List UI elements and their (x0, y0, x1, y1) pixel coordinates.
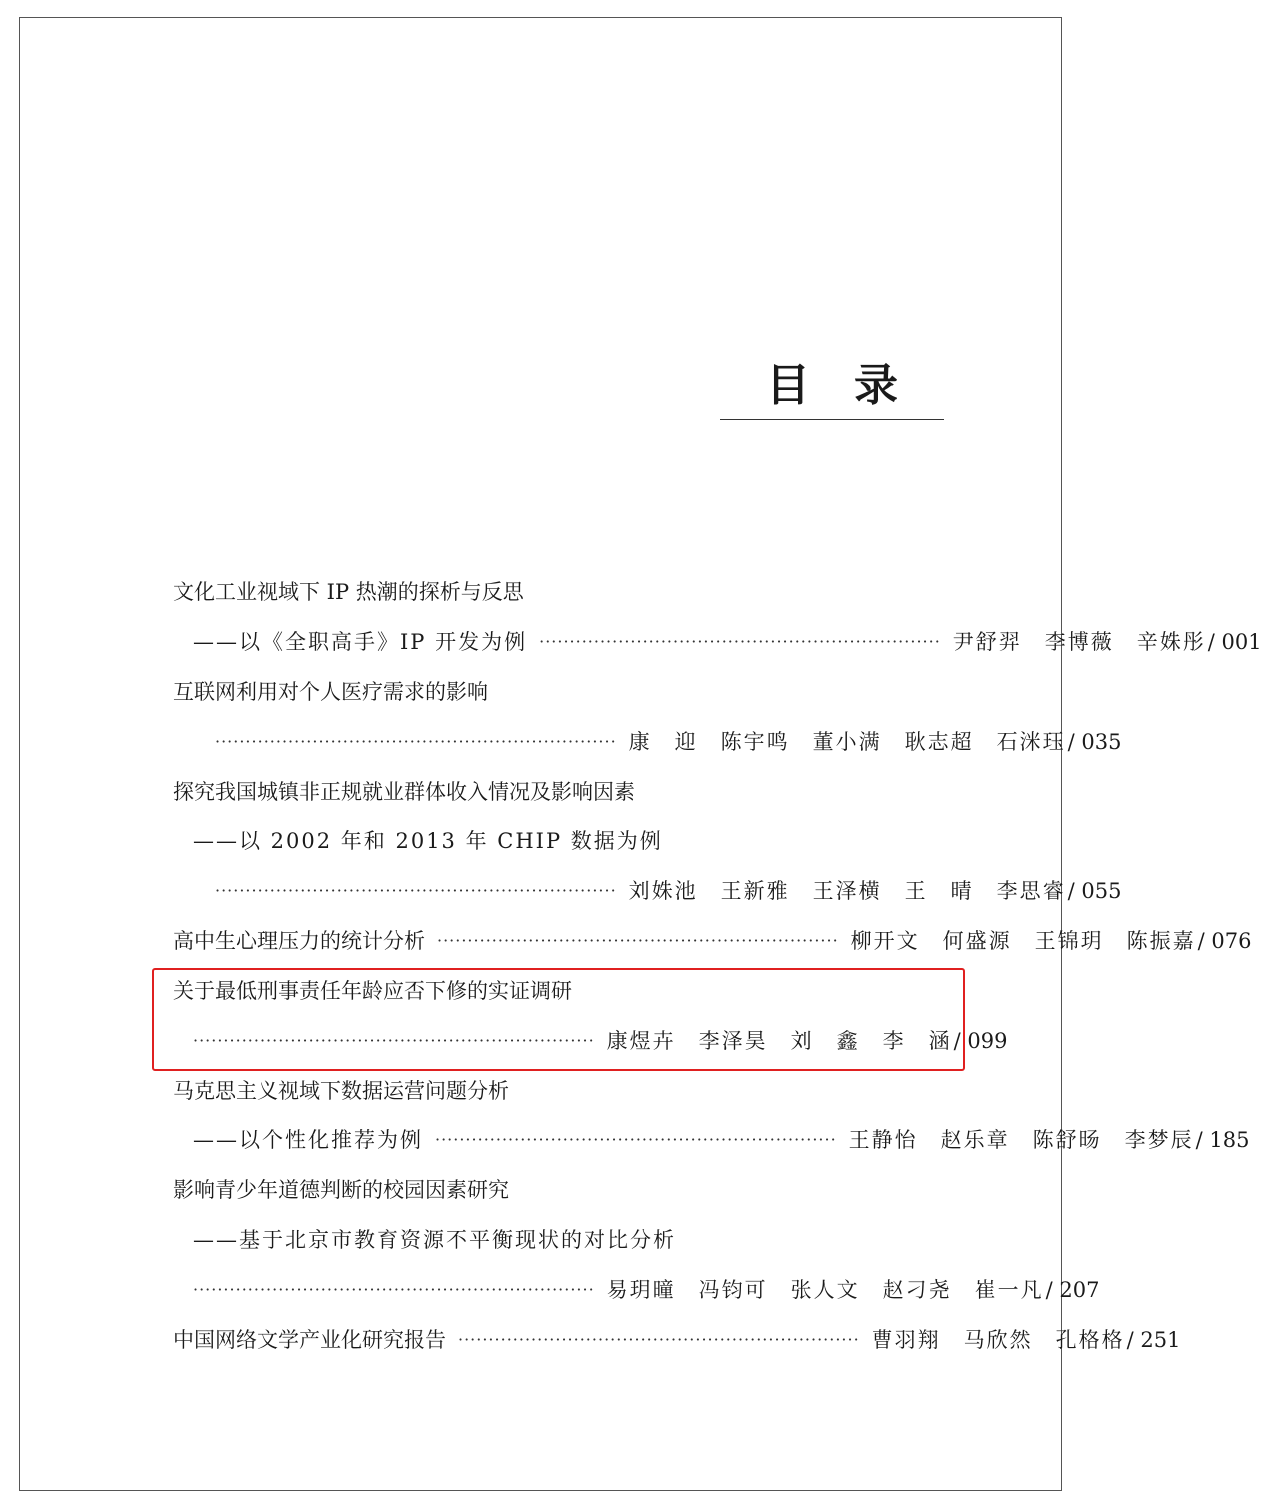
toc-title: 目录 (766, 360, 942, 411)
toc-entry-subline[interactable] (193, 1270, 1100, 1310)
entry-subtitle: ——以个性化推荐为例 (193, 1128, 423, 1152)
toc-entry-subline (193, 821, 944, 861)
dot-leader: ·································································· (435, 1130, 837, 1149)
toc-entry-subline[interactable] (215, 871, 1122, 911)
toc-entry-title[interactable] (173, 572, 944, 612)
entry-title: 高中生心理压力的统计分析 (173, 929, 425, 953)
entry-page: / 251 (1126, 1328, 1181, 1352)
dot-leader: ·································································· (215, 881, 617, 900)
entry-title: 互联网利用对个人医疗需求的影响 (173, 680, 488, 704)
toc-entry-title[interactable] (173, 672, 944, 712)
entry-authors: 易玥曈 冯钧可 张人文 赵刁尧 崔一凡 (606, 1278, 1044, 1302)
entry-title: 关于最低刑事责任年龄应否下修的实证调研 (173, 979, 572, 1003)
entry-authors: 王静怡 赵乐章 陈舒旸 李梦辰 (848, 1128, 1194, 1152)
dot-leader: ·································································· (193, 1280, 595, 1299)
dot-leader: ·································································· (215, 732, 617, 751)
entry-page: / 185 (1195, 1128, 1250, 1152)
toc-entry-title[interactable] (173, 772, 944, 812)
toc-entry-title[interactable] (173, 1320, 1181, 1360)
toc-entry-subline[interactable] (193, 1021, 1008, 1061)
toc-entry-subline[interactable] (215, 722, 1122, 762)
entry-page: / 055 (1067, 879, 1122, 903)
entry-page: / 076 (1197, 929, 1252, 953)
entry-authors: 康 迎 陈宇鸣 董小满 耿志超 石洣珏 (628, 730, 1066, 754)
entry-page: / 099 (953, 1029, 1008, 1053)
entry-subtitle: ——以《全职高手》IP 开发为例 (193, 630, 528, 654)
entry-title: 中国网络文学产业化研究报告 (173, 1328, 446, 1352)
entry-authors: 曹羽翔 马欣然 孔格格 (871, 1328, 1125, 1352)
entry-authors: 尹舒羿 李博薇 辛姝彤 (952, 630, 1206, 654)
toc-entry-title[interactable] (173, 921, 1252, 961)
toc-entry-title[interactable] (173, 971, 944, 1011)
entry-title: 探究我国城镇非正规就业群体收入情况及影响因素 (173, 780, 635, 804)
entry-page: / 001 (1207, 630, 1262, 654)
entry-authors: 康煜卉 李泽昊 刘 鑫 李 涵 (606, 1029, 952, 1053)
dot-leader: ·································································· (437, 931, 839, 950)
entry-page: / 207 (1045, 1278, 1100, 1302)
entry-subtitle: ——基于北京市教育资源不平衡现状的对比分析 (193, 1228, 676, 1252)
dot-leader: ·································································· (539, 632, 941, 651)
title-underline (720, 419, 944, 420)
toc-entry-subline[interactable] (193, 622, 1262, 662)
entry-title: 文化工业视域下 IP 热潮的探析与反思 (173, 580, 524, 604)
entry-authors: 柳开文 何盛源 王锦玥 陈振嘉 (850, 929, 1196, 953)
entry-page: / 035 (1067, 730, 1122, 754)
toc-entry-title[interactable] (173, 1071, 944, 1111)
dot-leader: ·································································· (458, 1330, 860, 1349)
entry-title: 马克思主义视域下数据运营问题分析 (173, 1079, 509, 1103)
dot-leader: ·································································· (193, 1031, 595, 1050)
toc-entry-title[interactable] (173, 1170, 944, 1210)
entry-title: 影响青少年道德判断的校园因素研究 (173, 1178, 509, 1202)
toc-entry-subline[interactable] (193, 1120, 1250, 1160)
toc-entry-subline (193, 1220, 944, 1260)
entry-subtitle: ——以 2002 年和 2013 年 CHIP 数据为例 (193, 829, 663, 853)
entry-authors: 刘姝池 王新雅 王泽横 王 晴 李思睿 (628, 879, 1066, 903)
